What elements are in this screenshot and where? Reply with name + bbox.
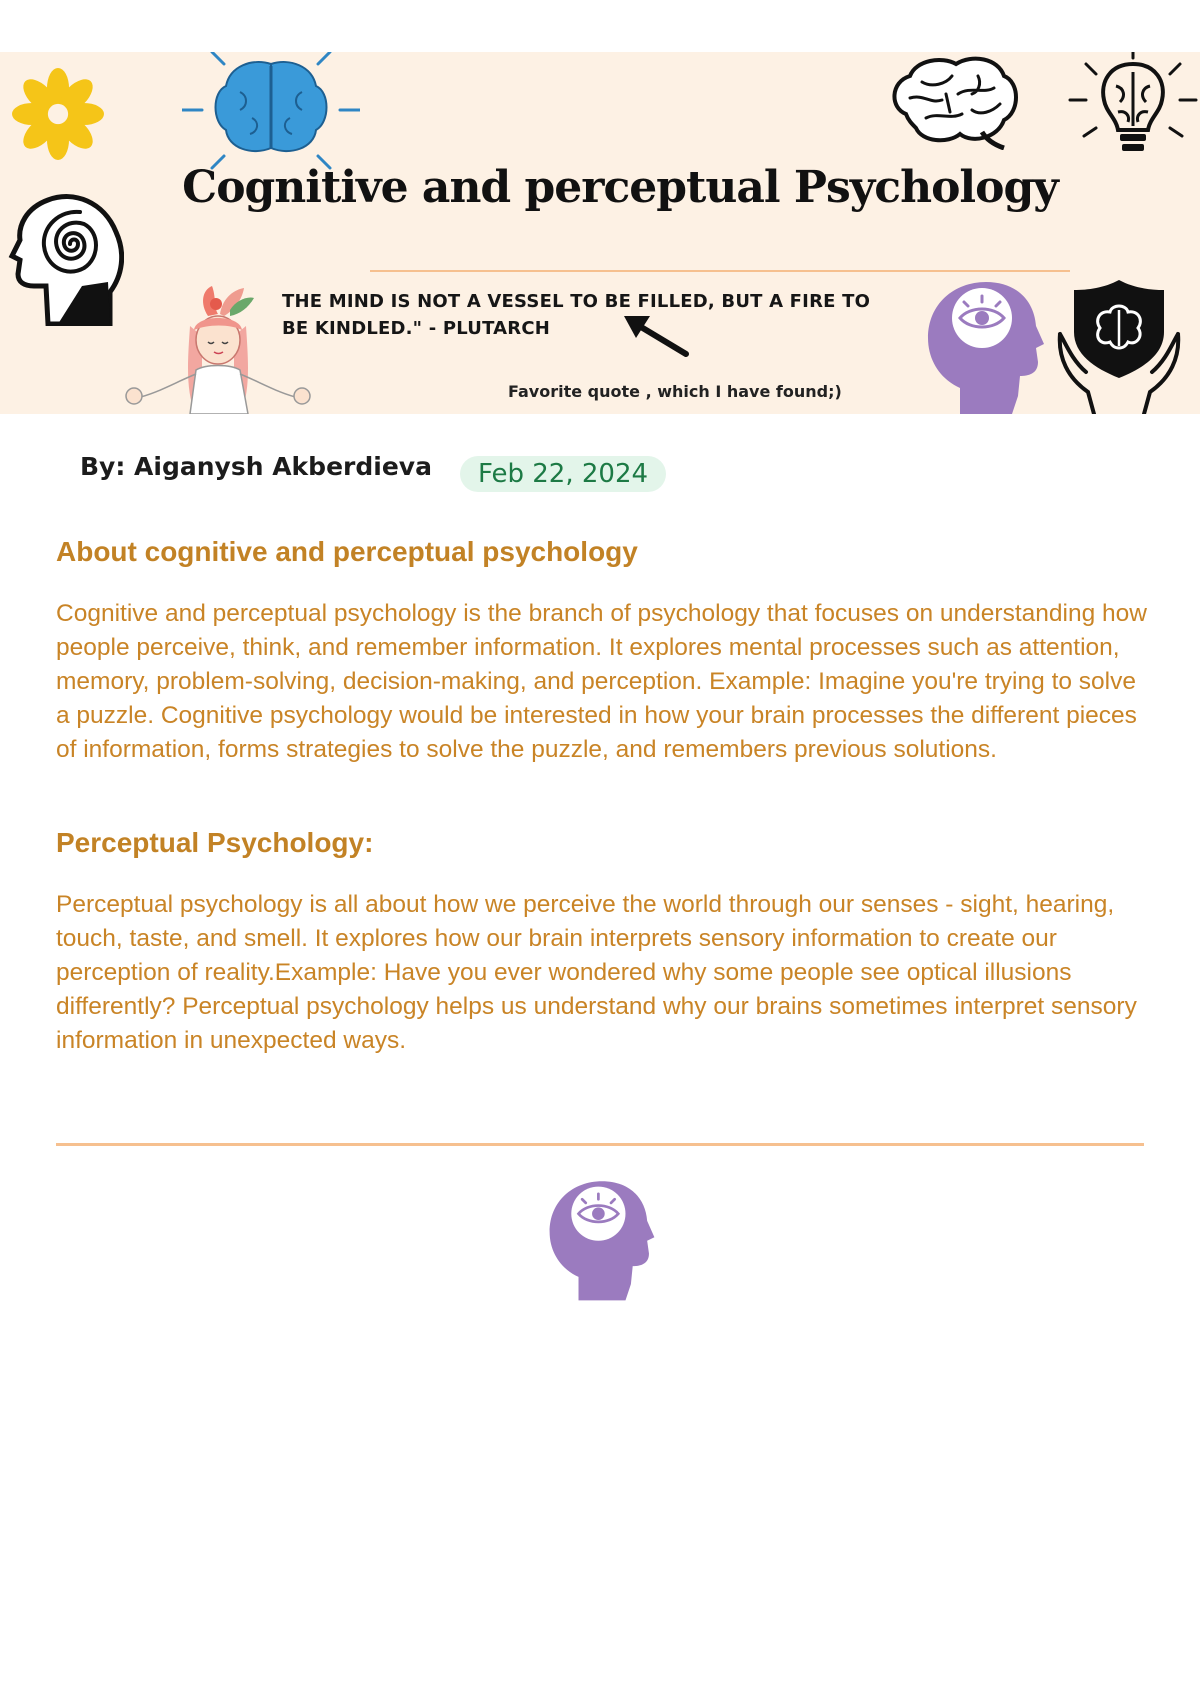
section-heading-about: About cognitive and perceptual psychology xyxy=(56,536,638,567)
quote-line-1: THE MIND IS NOT A VESSEL TO BE FILLED, BUT A FIRE TO xyxy=(282,291,871,312)
spiral-head-icon xyxy=(8,182,124,326)
section-heading-perceptual: Perceptual Psychology: xyxy=(56,827,374,858)
header-banner xyxy=(0,52,1200,414)
section-body-perceptual: Perceptual psychology is all about how we perceive the world through our senses - sight, hearing, touch, taste, and smell. It explores how our brain interprets sensory information to create our perception of reality.Example: Have you ever wondered why some people see optical illusions differently? Perceptual psychology helps us understand why our brains sometimes interpret sensory information in unexpected ways. xyxy=(56,891,1137,1054)
favorite-quote-caption: Favorite quote , which I have found;) xyxy=(508,382,842,401)
date-badge: Feb 22, 2024 xyxy=(460,456,666,492)
page-title: Cognitive and perceptual Psychology xyxy=(182,162,1058,213)
lightbulb-brain-icon xyxy=(1068,52,1198,162)
title-divider xyxy=(370,270,1070,272)
flower-icon xyxy=(12,68,104,160)
shield-brain-hands-icon xyxy=(1054,274,1184,414)
black-brain-icon xyxy=(886,54,1022,150)
purple-eye-head-icon xyxy=(924,278,1048,414)
quote-line-2: BE KINDLED." - PLUTARCH xyxy=(282,318,551,339)
blue-brain-icon xyxy=(182,52,360,172)
author-byline: By: Aiganysh Akberdieva xyxy=(80,452,432,481)
footer-purple-eye-head-icon xyxy=(546,1168,658,1310)
quote-block xyxy=(282,288,902,342)
footer-divider xyxy=(56,1143,1144,1146)
section-body-about: Cognitive and perceptual psychology is the branch of psychology that focuses on understanding how people perceive, think, and remember information. It explores mental processes such as attention, memory, problem-solving, decision-making, and perception. Example: Imagine you're trying to solve a puzzle. Cognitive psychology would be interested in how your brain processes the different pieces of information, forms strategies to solve the puzzle, and remembers previous solutions. xyxy=(56,600,1147,763)
